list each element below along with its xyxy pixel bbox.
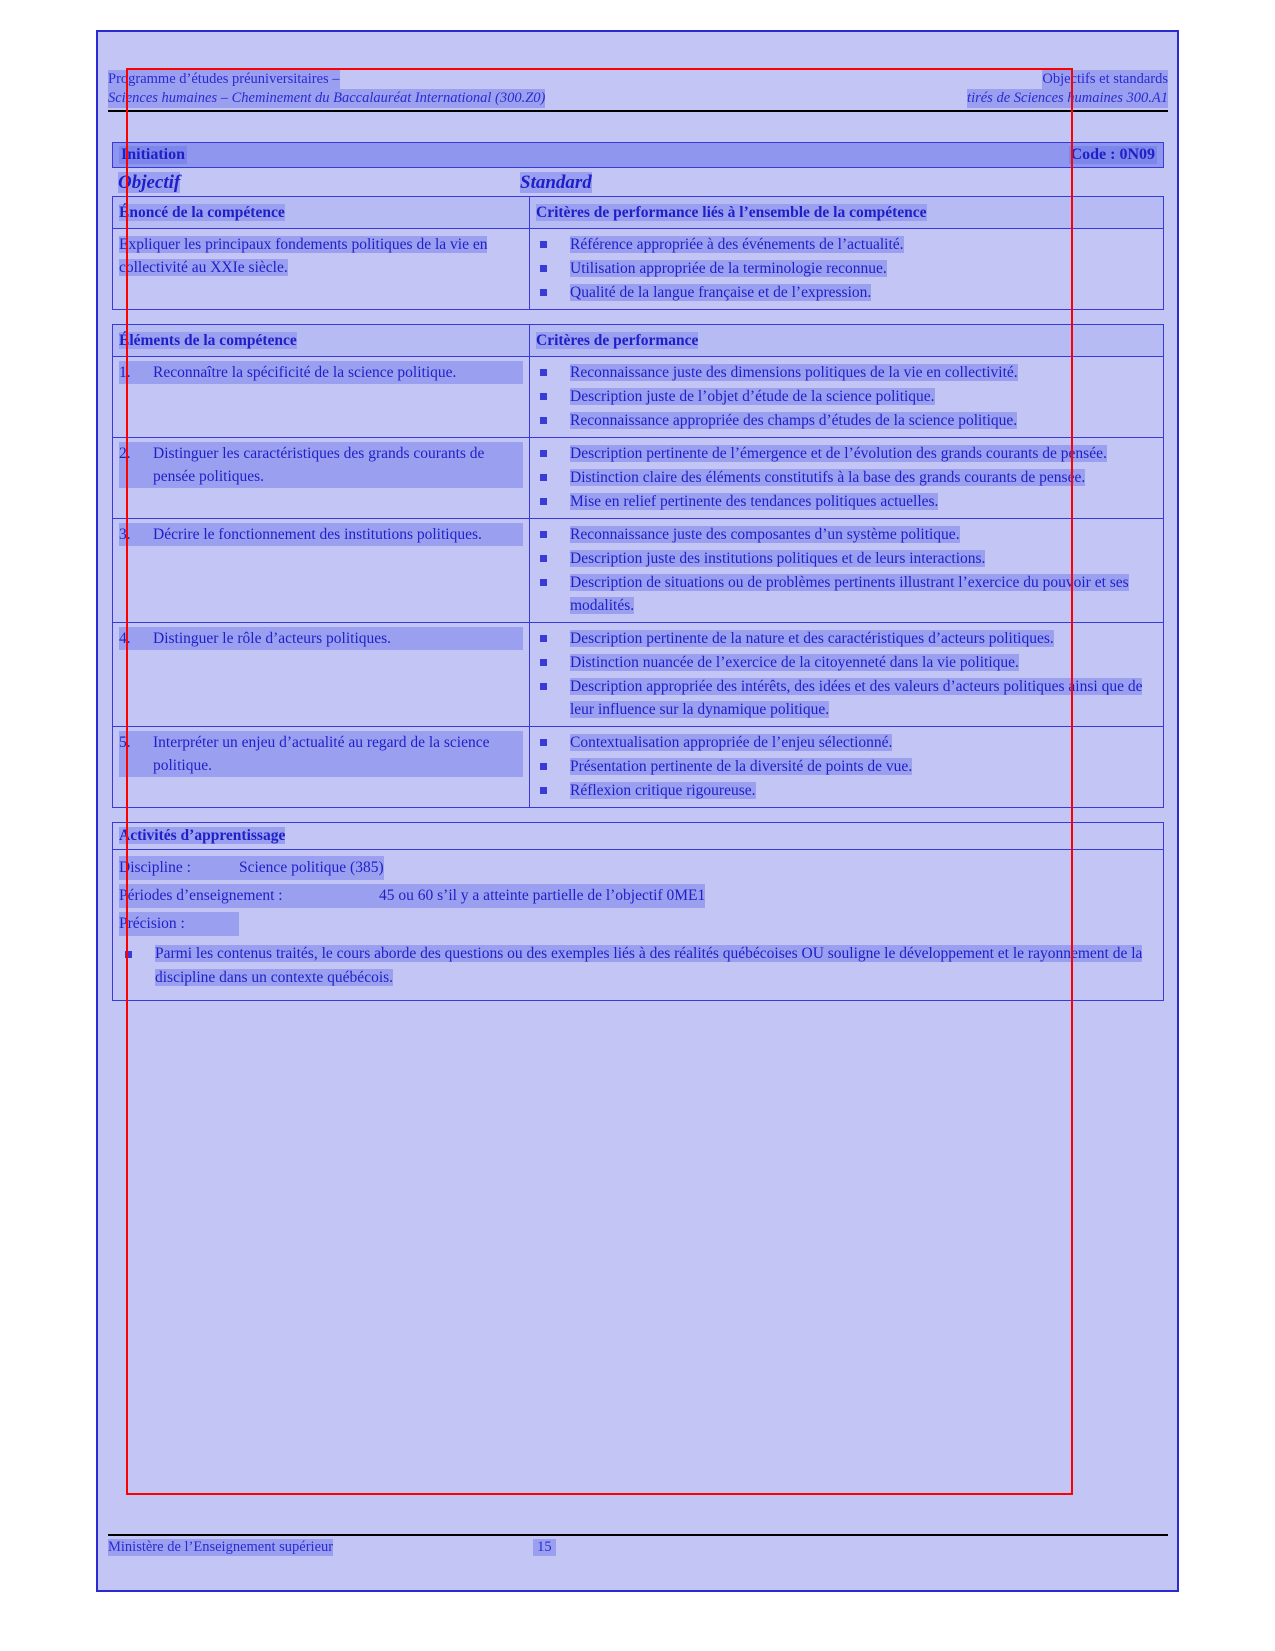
element-cell-4 <box>113 623 530 727</box>
discipline-label: Discipline : <box>119 856 239 880</box>
standard-heading: Standard <box>520 172 592 193</box>
competency-sheet <box>112 142 1164 1001</box>
periodes-value: 45 ou 60 s’il y a atteinte partielle de l’objectif 0ME1 <box>379 884 705 908</box>
criteres-cell-1 <box>530 357 1164 438</box>
bullet-icon <box>540 683 547 690</box>
header-source-post: 300.A1 <box>1122 90 1168 106</box>
element-cell-3 <box>113 519 530 623</box>
header-source-label <box>967 89 1168 108</box>
objective-heading: Objectif <box>118 172 181 193</box>
bullet-icon <box>540 241 547 248</box>
periodes-line <box>119 884 1157 908</box>
list-item: Qualité de la langue française et de l’expression. <box>536 281 1157 304</box>
footer-ministry: Ministère de l’Enseignement supérieur <box>108 1539 334 1555</box>
page-number: 15 <box>533 1539 556 1556</box>
element-cell-1 <box>113 357 530 438</box>
list-item: Description appropriée des intérêts, des idées et des valeurs d’acteurs politiques ainsi que de leur influence sur la dynamique politique. <box>536 675 1157 721</box>
table-row <box>113 357 1164 438</box>
list-item: Référence appropriée à des événements de l’actualité. <box>536 233 1157 256</box>
element-number: 1. <box>119 361 153 384</box>
criteres-cell-3 <box>530 519 1164 623</box>
activities-body <box>113 850 1163 1000</box>
bullet-icon <box>540 393 547 400</box>
criteres-ensemble-list <box>536 233 1157 304</box>
header-discipline-label <box>108 89 545 108</box>
footer-divider <box>108 1534 1168 1536</box>
list-item: Réflexion critique rigoureuse. <box>536 779 1157 802</box>
table-row <box>113 229 1164 310</box>
discipline-value: Science politique (385) <box>239 856 384 880</box>
table-row <box>113 438 1164 519</box>
list-item: Distinction nuancée de l’exercice de la citoyenneté dans la vie politique. <box>536 651 1157 674</box>
list-item: Utilisation appropriée de la terminologie reconnue. <box>536 257 1157 280</box>
bullet-icon <box>540 787 547 794</box>
bullet-icon <box>540 531 547 538</box>
competency-code: Code : 0N09 <box>1070 146 1155 163</box>
bullet-icon <box>540 763 547 770</box>
element-number: 4. <box>119 627 153 650</box>
enonce-table <box>112 196 1164 310</box>
criteres-header-cell: Critères de performance <box>530 325 1164 357</box>
table-row <box>113 519 1164 623</box>
list-item: Description pertinente de l’émergence et de l’évolution des grands courants de pensée. <box>536 442 1157 465</box>
criteres-list-4 <box>536 627 1157 721</box>
criteres-list-3 <box>536 523 1157 617</box>
element-number: 3. <box>119 523 153 546</box>
list-item: Description juste de l’objet d’étude de la science politique. <box>536 385 1157 408</box>
element-text: Décrire le fonctionnement des institutions politiques. <box>153 523 523 546</box>
bullet-icon <box>540 369 547 376</box>
table-row <box>113 727 1164 808</box>
element-text: Distinguer les caractéristiques des grands courants de pensée politiques. <box>153 442 523 488</box>
document-page <box>96 30 1179 1592</box>
bullet-icon <box>540 498 547 505</box>
criteres-list-2 <box>536 442 1157 513</box>
elements-header-cell: Éléments de la compétence <box>113 325 530 357</box>
precision-line <box>119 912 1157 936</box>
bullet-icon <box>540 450 547 457</box>
header-divider <box>108 110 1168 112</box>
activities-block <box>112 822 1164 1001</box>
list-item: Présentation pertinente de la diversité de points de vue. <box>536 755 1157 778</box>
element-number: 2. <box>119 442 153 488</box>
activities-title: Activités d’apprentissage <box>113 823 1163 850</box>
header-discipline-rest: – Cheminement du Baccalauréat International (300.Z0) <box>217 90 546 106</box>
competency-code-bar <box>112 142 1164 168</box>
criteres-cell-5 <box>530 727 1164 808</box>
criteres-ensemble-header-cell: Critères de performance liés à l’ensemble de la compétence <box>530 197 1164 229</box>
bullet-icon <box>540 555 547 562</box>
bullet-icon <box>540 474 547 481</box>
header-program-label: Programme d’études préuniversitaires – <box>108 71 340 87</box>
list-item: Reconnaissance appropriée des champs d’études de la science politique. <box>536 409 1157 432</box>
element-cell-2 <box>113 438 530 519</box>
bullet-icon <box>125 951 132 958</box>
element-number: 5. <box>119 731 153 777</box>
precision-label: Précision : <box>119 912 239 936</box>
bullet-icon <box>540 635 547 642</box>
objective-standard-headers <box>112 172 1164 194</box>
enonce-header-cell: Énoncé de la compétence <box>113 197 530 229</box>
list-item: Description pertinente de la nature et des caractéristiques d’acteurs politiques. <box>536 627 1157 650</box>
criteres-cell-2 <box>530 438 1164 519</box>
table-row <box>113 197 1164 229</box>
bullet-icon <box>540 739 547 746</box>
table-row <box>113 623 1164 727</box>
criteres-ensemble-cell <box>530 229 1164 310</box>
header-source-italic: Sciences humaines <box>1013 90 1123 106</box>
list-item: Description juste des institutions politiques et de leurs interactions. <box>536 547 1157 570</box>
element-text: Distinguer le rôle d’acteurs politiques. <box>153 627 523 650</box>
list-item: Reconnaissance juste des composantes d’un système politique. <box>536 523 1157 546</box>
discipline-line <box>119 856 1157 880</box>
list-item: Mise en relief pertinente des tendances politiques actuelles. <box>536 490 1157 513</box>
bullet-icon <box>540 579 547 586</box>
elements-table <box>112 324 1164 808</box>
list-item: Contextualisation appropriée de l’enjeu sélectionné. <box>536 731 1157 754</box>
periodes-label: Périodes d’enseignement : <box>119 884 379 908</box>
criteres-cell-4 <box>530 623 1164 727</box>
criteres-list-5 <box>536 731 1157 802</box>
precision-bullet-item <box>119 942 1157 990</box>
competency-title: Initiation <box>121 146 186 163</box>
table-row <box>113 325 1164 357</box>
header-objectives-label: Objectifs et standards <box>1042 71 1168 87</box>
bullet-icon <box>540 659 547 666</box>
precision-bullet-text: Parmi les contenus traités, le cours aborde des questions ou des exemples liés à des réalités québécoises OU souligne le développement et le rayonnement de la discipline dans un contexte québécois. <box>155 945 1143 986</box>
criteres-list-1 <box>536 361 1157 432</box>
enonce-text-cell: Expliquer les principaux fondements politiques de la vie en collectivité au XXIe siècle. <box>113 229 530 310</box>
header-source-pre: tirés de <box>967 90 1014 106</box>
header-discipline-italic: Sciences humaines <box>108 90 218 106</box>
list-item: Reconnaissance juste des dimensions politiques de la vie en collectivité. <box>536 361 1157 384</box>
document-footer <box>108 1534 1168 1556</box>
element-text: Interpréter un enjeu d’actualité au regard de la science politique. <box>153 731 523 777</box>
element-text: Reconnaître la spécificité de la science politique. <box>153 361 523 384</box>
bullet-icon <box>540 417 547 424</box>
document-header <box>108 70 1168 112</box>
bullet-icon <box>540 265 547 272</box>
bullet-icon <box>540 289 547 296</box>
list-item: Distinction claire des éléments constitutifs à la base des grands courants de pensée. <box>536 466 1157 489</box>
element-cell-5 <box>113 727 530 808</box>
list-item: Description de situations ou de problèmes pertinents illustrant l’exercice du pouvoir et ses modalités. <box>536 571 1157 617</box>
